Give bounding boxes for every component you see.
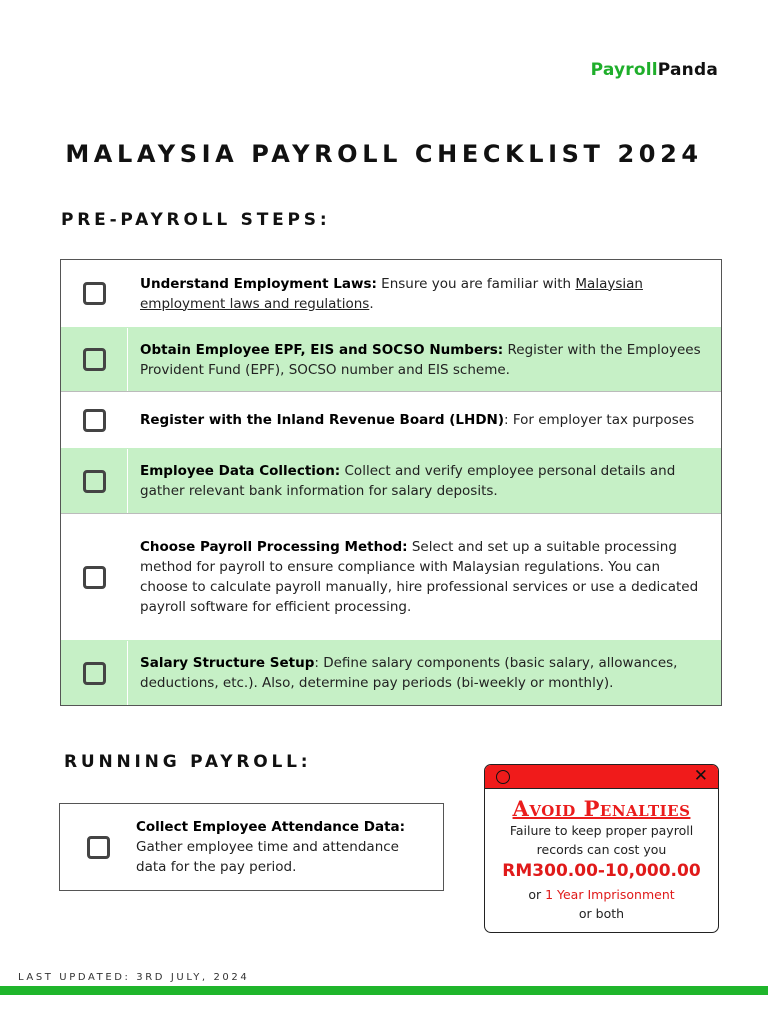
checklist-item-desc: Ensure you are familiar with (376, 275, 576, 292)
checklist-row-attendance-data (59, 803, 444, 891)
penalty-warning-window (484, 764, 719, 933)
checklist-item-title: Collect Employee Attendance Data: (136, 819, 406, 835)
logo-part-payroll: Payroll (590, 60, 658, 80)
checklist-item-text (128, 537, 721, 617)
penalty-or-both: or both (578, 906, 625, 921)
checklist-item-title: Choose Payroll Processing Method: (140, 539, 408, 555)
checklist-item-desc: : Define salary components (basic salary, allowances, deductions, etc.). Also, determine pay periods (bi-weekly or monthly). (140, 655, 678, 691)
bottom-green-bar (0, 986, 768, 995)
last-updated-text: LAST UPDATED: 3RD JULY, 2024 (18, 972, 250, 983)
running-payroll-heading: RUNNING PAYROLL: (64, 752, 312, 772)
checklist-item-desc: Select and set up a suitable processing method for payroll to ensure compliance with Malaysian regulations. You can choose to calculate payroll manually, hire professional services or use a dedicated payroll software for efficient processing. (140, 539, 699, 615)
page-title: MALAYSIA PAYROLL CHECKLIST 2024 (65, 140, 703, 168)
checkbox[interactable] (87, 836, 110, 859)
checklist-row-employment-laws (61, 260, 721, 327)
penalty-line-1: Failure to keep proper payroll (509, 823, 694, 838)
checklist-item-title: Understand Employment Laws: (140, 275, 377, 292)
checklist-item-title: Salary Structure Setup (140, 655, 315, 671)
circle-icon (496, 770, 510, 784)
checklist-item-text (128, 410, 721, 430)
checklist-item-title: Employee Data Collection: (140, 463, 341, 479)
checkbox[interactable] (83, 409, 106, 432)
close-icon[interactable]: ✕ (693, 766, 708, 786)
checkbox[interactable] (83, 470, 106, 493)
checkbox[interactable] (83, 348, 106, 371)
penalty-imprisonment: 1 Year Imprisonment (545, 887, 675, 902)
checklist-row-epf-eis-socso (61, 327, 721, 391)
penalty-or-prefix: or (528, 887, 546, 902)
checklist-item-title: Register with the Inland Revenue Board (LHDN) (140, 412, 504, 428)
checklist-item-text (128, 653, 721, 693)
penalty-amount: RM300.00-10,000.00 (502, 861, 701, 881)
checklist-item-text (128, 461, 721, 501)
checklist-item-title: Obtain Employee EPF, EIS and SOCSO Numbers: (140, 341, 504, 358)
checklist-item-desc: Collect and verify employee personal details and gather relevant bank information for salary deposits. (140, 463, 676, 499)
penalty-line-2: records can cost you (536, 842, 667, 857)
checklist-item-text (128, 340, 721, 380)
window-title-bar (485, 765, 718, 789)
checklist-row-processing-method (61, 513, 721, 640)
checklist-item-text (128, 274, 721, 314)
checklist-row-salary-structure (61, 640, 721, 705)
payrollpanda-logo (591, 60, 718, 80)
checklist-row-lhdn (61, 391, 721, 448)
penalty-title: Avoid Penalties (512, 796, 691, 821)
pre-payroll-checklist (60, 259, 722, 706)
checklist-item-desc: Register with the Employees Provident Fund (EPF), SOCSO number and EIS scheme. (140, 341, 701, 378)
pre-payroll-heading: PRE-PAYROLL STEPS: (61, 210, 331, 230)
checkbox[interactable] (83, 662, 106, 685)
employment-laws-link[interactable]: Malaysian employment laws and regulations (140, 275, 643, 312)
checkbox[interactable] (83, 566, 106, 589)
checklist-item-desc: : For employer tax purposes (504, 412, 695, 428)
checklist-item-desc: Gather employee time and attendance data for the pay period. (136, 839, 399, 875)
checkbox[interactable] (83, 282, 106, 305)
penalty-imprisonment-line (485, 885, 718, 904)
checklist-row-employee-data (61, 448, 721, 513)
checklist-item-punct: . (369, 295, 374, 312)
checklist-item-text (136, 817, 443, 877)
logo-part-panda: Panda (657, 60, 718, 80)
